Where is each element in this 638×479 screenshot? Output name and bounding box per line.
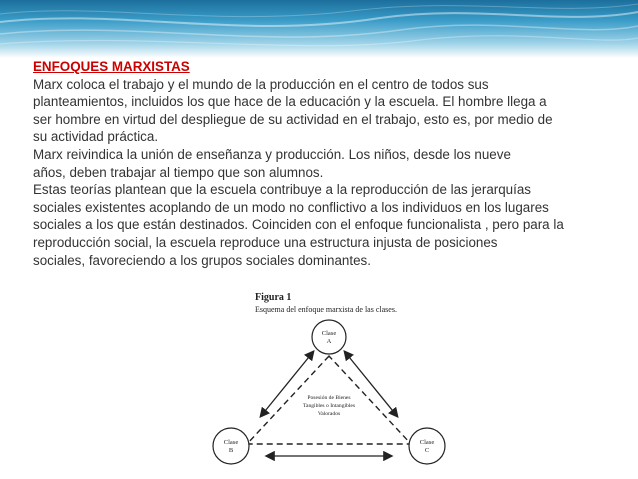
paragraph-line: sociales a los que están destinados. Coinciden con el enfoque funcionalista , pero para la — [33, 217, 564, 233]
paragraph-line: Marx reivindica la unión de enseñanza y producción. Los niños, desde los nueve — [33, 146, 511, 162]
paragraph-line: Marx coloca el trabajo y el mundo de la producción en el centro de todos sus — [33, 76, 489, 92]
figure-caption: Esquema del enfoque marxista de las clases. — [255, 305, 397, 314]
header-wave-decoration — [0, 0, 638, 58]
node-class-b-letter: B — [228, 447, 234, 454]
paragraph-line: años, deben trabajar al tiempo que son alumnos. — [33, 164, 324, 180]
paragraph-line: Estas teorías plantean que la escuela contribuye a la reproducción de las jerarquías — [33, 182, 531, 198]
slide-title: ENFOQUES MARXISTAS — [33, 59, 190, 74]
paragraph-line: ser hombre en virtud del despliegue de su actividad en el trabajo, esto es, por medio de — [33, 111, 553, 127]
paragraph-line: sociales existentes acoplando de un modo no conflictivo a los individuos en los lugares — [33, 199, 549, 215]
node-class-b-label: Clase — [223, 439, 239, 446]
paragraph-line: su actividad práctica. — [33, 129, 159, 145]
paragraph-line: sociales, favoreciendo a los grupos sociales dominantes. — [33, 252, 371, 268]
center-text-line2: Tangibles o Intangibles — [302, 403, 356, 409]
node-class-c-letter: C — [424, 447, 430, 454]
header-band — [0, 0, 638, 58]
slide-body — [33, 58, 623, 269]
node-class-c — [409, 428, 445, 464]
node-class-a — [312, 320, 346, 354]
node-class-a-letter: A — [326, 338, 332, 345]
node-class-a-label: Clase — [321, 330, 337, 337]
center-text-line1: Posesión de Bienes — [307, 395, 351, 401]
node-class-c-label: Clase — [419, 439, 435, 446]
figure-label: Figura 1 — [255, 292, 292, 303]
node-class-b — [213, 428, 249, 464]
class-scheme-figure — [205, 284, 453, 479]
paragraph-line: reproducción social, la escuela reproduce una estructura injusta de posiciones — [33, 234, 498, 250]
paragraph-line: planteamientos, incluidos los que hace de la educación y la escuela. El hombre llega a — [33, 94, 547, 110]
center-text-line3: Valorados — [317, 411, 341, 417]
